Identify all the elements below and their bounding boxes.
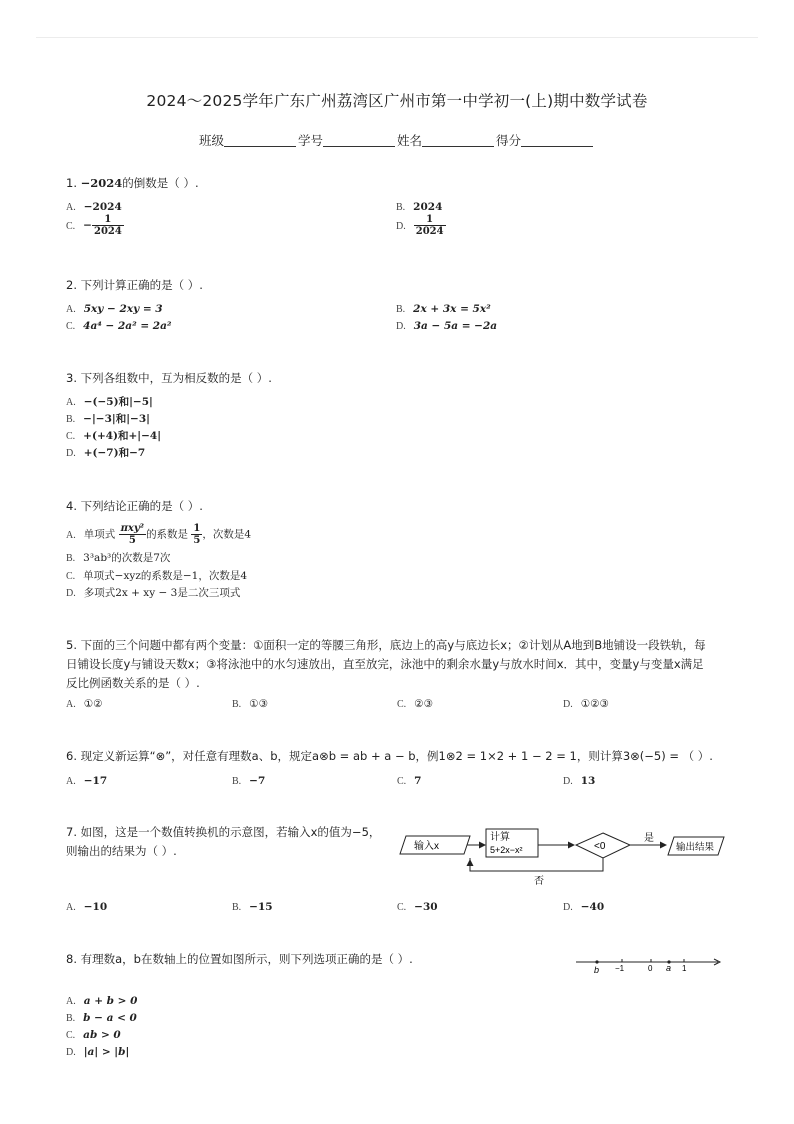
condition-label: <0 <box>594 841 606 852</box>
q7-option-c[interactable]: C. −30 <box>397 901 438 913</box>
top-divider <box>36 37 758 38</box>
name-blank[interactable] <box>422 134 494 147</box>
q7-option-b[interactable]: B. −15 <box>232 901 273 913</box>
question-5: 5. 下面的三个问题中都有两个变量：①面积一定的等腰三角形，底边上的高y与底边长x；②计划从A地到B地铺设一段铁轨，每 日铺设长度y与铺设天数x；③将泳池中的水匀速放出，直至放完，泳池中的剩余水量y与放水时间x．其中，变量y与变量x满足 反比例函数关系的是（ ）. <box>66 638 706 690</box>
label-zero: 0 <box>648 964 653 973</box>
question-2: 2. 下列计算正确的是（ ）. <box>66 278 203 292</box>
name-label: 姓名 <box>397 133 423 148</box>
fraction: $\frac{1}{2024}$ <box>415 214 444 237</box>
number-line <box>574 952 724 976</box>
q3-option-b[interactable]: B. −|−3|和|−3| <box>66 413 150 425</box>
q2-option-a[interactable]: A. 5xy − 2xy = 3 <box>66 303 163 315</box>
q6-option-a[interactable]: A. −17 <box>66 775 108 787</box>
no-label: 否 <box>534 876 544 887</box>
q6-option-c[interactable]: C. 7 <box>397 775 422 787</box>
id-label: 学号 <box>297 133 323 148</box>
q4-option-b[interactable]: B. 3³ab³的次数是7次 <box>66 552 171 564</box>
q5-option-b[interactable]: B. ①③ <box>232 698 268 710</box>
q1-option-c[interactable]: C. − $\frac{1}{2024}$ <box>66 214 122 237</box>
input-label: 输入x <box>414 841 439 852</box>
q6-option-d[interactable]: D. 13 <box>563 775 596 787</box>
loop-back-line <box>470 858 603 871</box>
q3-option-c[interactable]: C. +(+4)和+|−4| <box>66 430 162 442</box>
class-label: 班级 <box>198 133 224 148</box>
question-6: 6. 现定义新运算“⊗”，对任意有理数a、b，规定a⊗b = ab + a − b，例1⊗2 = 1×2 + 1 − 2 = 1，则计算3⊗(−5) = （ ）. <box>66 749 713 763</box>
label-b: b <box>594 965 600 975</box>
label-neg1: −1 <box>615 964 625 973</box>
score-label: 得分 <box>496 133 522 148</box>
q1-option-d[interactable]: D. $\frac{1}{2024}$ <box>396 214 444 237</box>
id-blank[interactable] <box>323 134 395 147</box>
q4-option-c[interactable]: C. 单项式−xyz的系数是−1，次数是4 <box>66 570 248 582</box>
q2-option-c[interactable]: C. 4a⁴ − 2a² = 2a² <box>66 320 172 332</box>
q1-option-b[interactable]: B. 2024 <box>396 201 443 213</box>
q3-option-a[interactable]: A. −(−5)和|−5| <box>66 396 153 408</box>
q1-option-a[interactable]: A. −2024 <box>66 201 122 213</box>
fraction: $\frac{\text{πxy²}}{5}$ <box>120 523 145 546</box>
fraction: $\frac{1}{2024}$ <box>93 214 122 237</box>
q3-option-d[interactable]: D. +(−7)和−7 <box>66 447 146 459</box>
point-b <box>595 960 598 963</box>
q6-option-b[interactable]: B. −7 <box>232 775 266 787</box>
question-8: 8. 有理数a，b在数轴上的位置如图所示，则下列选项正确的是（ ）. <box>66 952 413 966</box>
q8-option-c[interactable]: C. ab > 0 <box>66 1029 121 1041</box>
q2-option-d[interactable]: D. 3a − 5a = −2a <box>396 320 498 332</box>
q7-option-d[interactable]: D. −40 <box>563 901 605 913</box>
conversion-machine-diagram <box>398 824 732 890</box>
q4-option-d[interactable]: D. 多项式2x + xy − 3是二次三项式 <box>66 587 241 599</box>
label-a: a <box>666 963 672 973</box>
class-blank[interactable] <box>224 134 296 147</box>
q5-option-c[interactable]: C. ②③ <box>397 698 433 710</box>
yes-label: 是 <box>644 833 654 844</box>
calc-expression: 5+2x−x² <box>490 845 523 855</box>
q1-math: −2024 <box>80 176 123 190</box>
question-4: 4. 下列结论正确的是（ ）. <box>66 499 203 513</box>
output-label: 输出结果 <box>676 842 715 853</box>
q8-option-a[interactable]: A. a + b > 0 <box>66 995 138 1007</box>
q8-option-b[interactable]: B. b − a < 0 <box>66 1012 137 1024</box>
question-7: 7. 如图，这是一个数值转换机的示意图，若输入x的值为−5， 则输出的结果为（ ）. <box>66 825 381 858</box>
label-one: 1 <box>682 964 687 973</box>
score-blank[interactable] <box>521 134 593 147</box>
question-3: 3. 下列各组数中，互为相反数的是（ ）. <box>66 371 272 385</box>
page-title: 2024～2025学年广东广州荔湾区广州市第一中学初一(上)期中数学试卷 <box>146 92 648 110</box>
fraction: $\frac{1}{5}$ <box>193 523 201 546</box>
question-1: 1. −2024的倒数是（ ）. <box>66 176 199 190</box>
student-info-line <box>0 131 794 149</box>
q4-option-a[interactable]: A. 单项式 $\frac{\text{πxy²}}{5}$ 的系数是 $\frac{1}{5}$ ，次数是4 <box>66 523 252 546</box>
q7-option-a[interactable]: A. −10 <box>66 901 108 913</box>
q5-option-a[interactable]: A. ①② <box>66 698 103 710</box>
q2-option-b[interactable]: B. 2x + 3x = 5x² <box>396 303 491 315</box>
calc-title: 计算 <box>490 832 510 843</box>
q8-option-d[interactable]: D. |a| > |b| <box>66 1046 130 1058</box>
q5-option-d[interactable]: D. ①②③ <box>563 698 609 710</box>
